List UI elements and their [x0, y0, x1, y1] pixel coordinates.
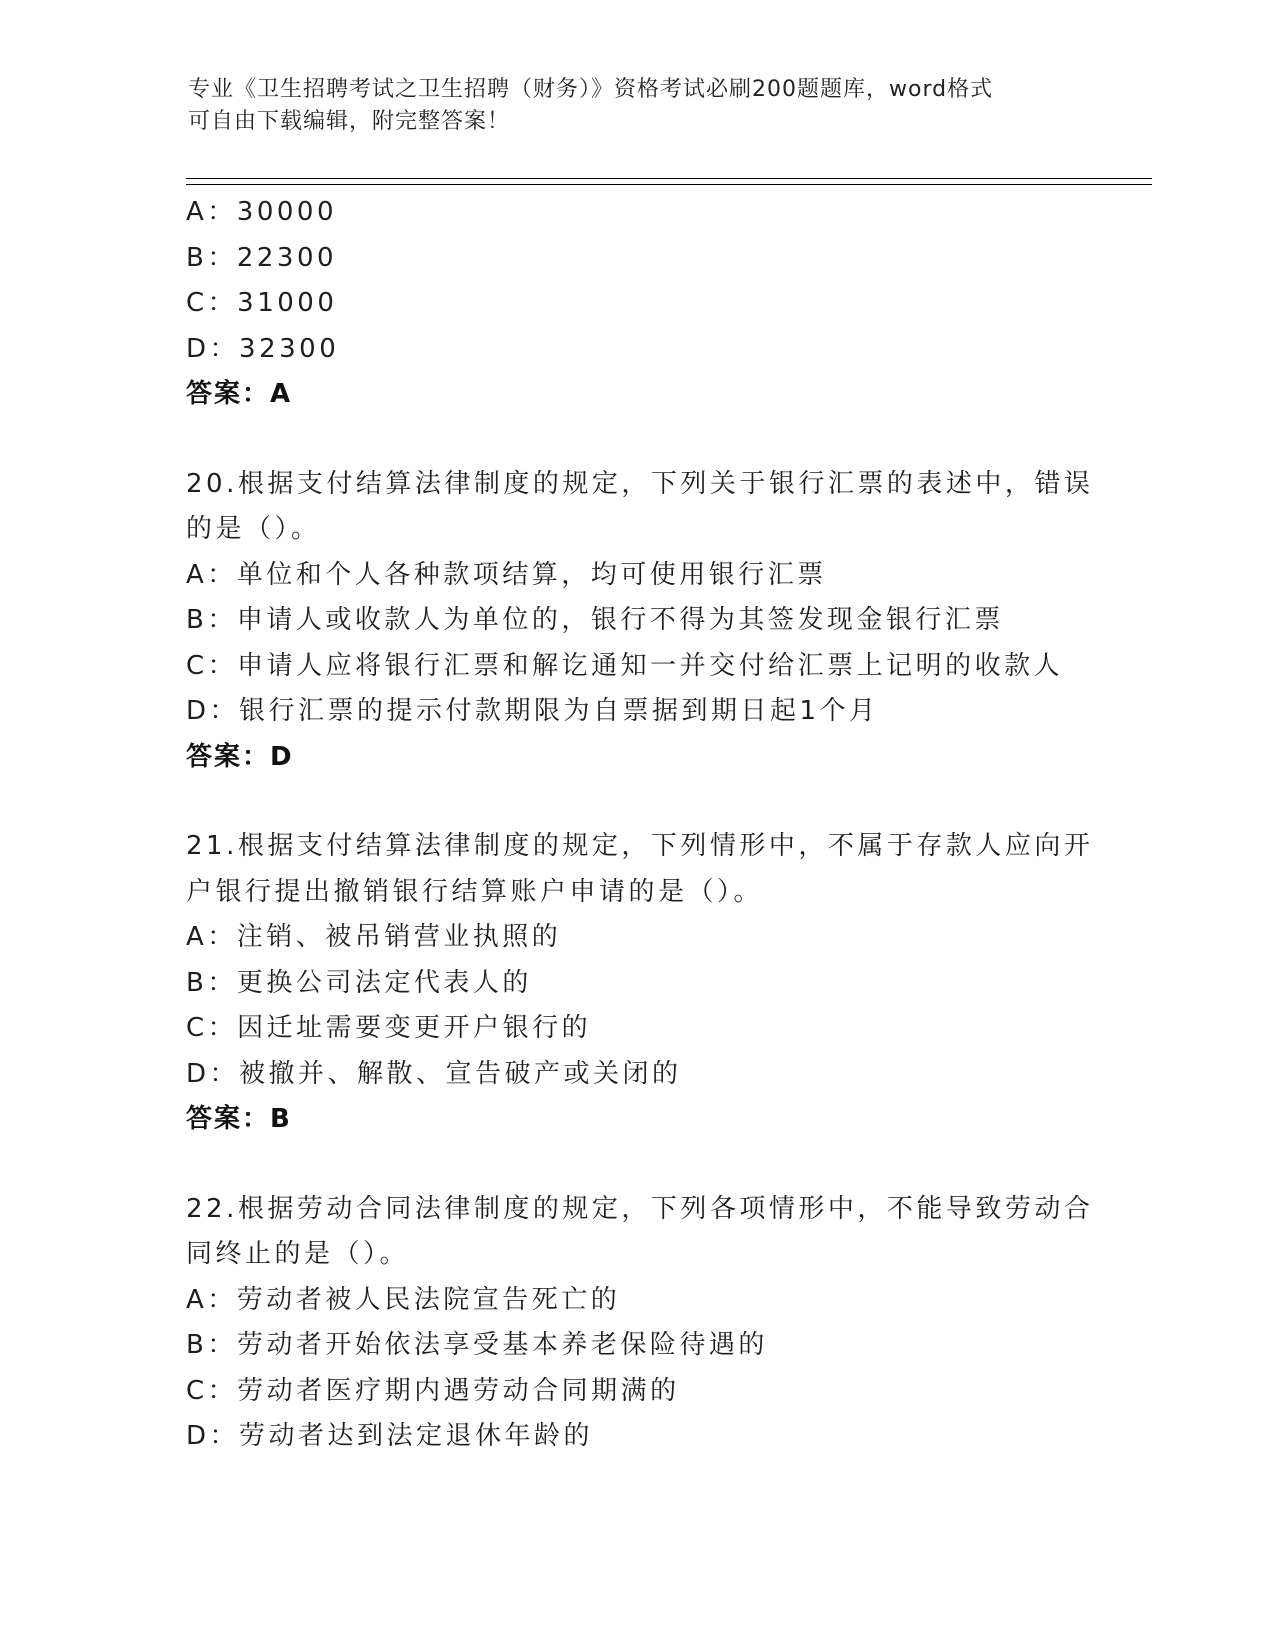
header-line-1: 专业《卫生招聘考试之卫生招聘（财务）》资格考试必刷200题题库，word格式 [188, 77, 994, 102]
option-d: D：劳动者达到法定退休年龄的 [186, 1421, 594, 1451]
question-20-block [186, 462, 1094, 781]
option-a: A：单位和个人各种款项结算，均可使用银行汇票 [186, 559, 827, 590]
header-rule-top [186, 178, 1152, 179]
question-text-line-1: 20.根据支付结算法律制度的规定，下列关于银行汇票的表述中，错误 [186, 468, 1094, 499]
question-content [186, 190, 1094, 1460]
spacer [186, 418, 1086, 462]
header-rule-bottom [186, 184, 1152, 185]
prev-question-block [186, 190, 1086, 418]
question-text-line-2: 户银行提出撤销银行结算账户申请的是（）。 [186, 876, 764, 907]
option-b: B：劳动者开始依法享受基本养老保险待遇的 [186, 1330, 768, 1360]
option-c: C：申请人应将银行汇票和解讫通知一并交付给汇票上记明的收款人 [186, 650, 1064, 681]
option-d: D：被撤并、解散、宣告破产或关闭的 [186, 1058, 682, 1089]
option-a: A：注销、被吊销营业执照的 [186, 922, 562, 952]
document-header [188, 74, 1068, 138]
answer-label: 答案：D [186, 741, 294, 772]
option-b: B：22300 [186, 242, 338, 273]
spacer [186, 1143, 1086, 1187]
option-d: D：32300 [186, 333, 340, 364]
question-text-line-1: 21.根据支付结算法律制度的规定，下列情形中，不属于存款人应向开 [186, 831, 1094, 861]
answer-label: 答案：A [186, 379, 293, 409]
option-a: A：劳动者被人民法院宣告死亡的 [186, 1284, 621, 1315]
question-text-line-2: 同终止的是（）。 [186, 1239, 410, 1269]
header-line-2: 可自由下载编辑，附完整答案！ [188, 109, 511, 134]
option-c: C：因迁址需要变更开户银行的 [186, 1013, 592, 1043]
option-b: B：申请人或收款人为单位的，银行不得为其签发现金银行汇票 [186, 605, 1004, 635]
question-text-line-2: 的是（）。 [186, 514, 321, 544]
spacer [186, 780, 1086, 824]
option-c: C：劳动者医疗期内遇劳动合同期满的 [186, 1375, 680, 1406]
option-b: B：更换公司法定代表人的 [186, 967, 532, 998]
question-text-line-1: 22.根据劳动合同法律制度的规定，下列各项情形中，不能导致劳动合 [186, 1193, 1094, 1224]
answer-label: 答案：B [186, 1104, 292, 1134]
option-c: C：31000 [186, 288, 338, 318]
option-d: D：银行汇票的提示付款期限为自票据到期日起1个月 [186, 696, 879, 726]
question-22-block [186, 1187, 1094, 1460]
question-21-block [186, 824, 1094, 1143]
option-a: A：30000 [186, 197, 337, 227]
